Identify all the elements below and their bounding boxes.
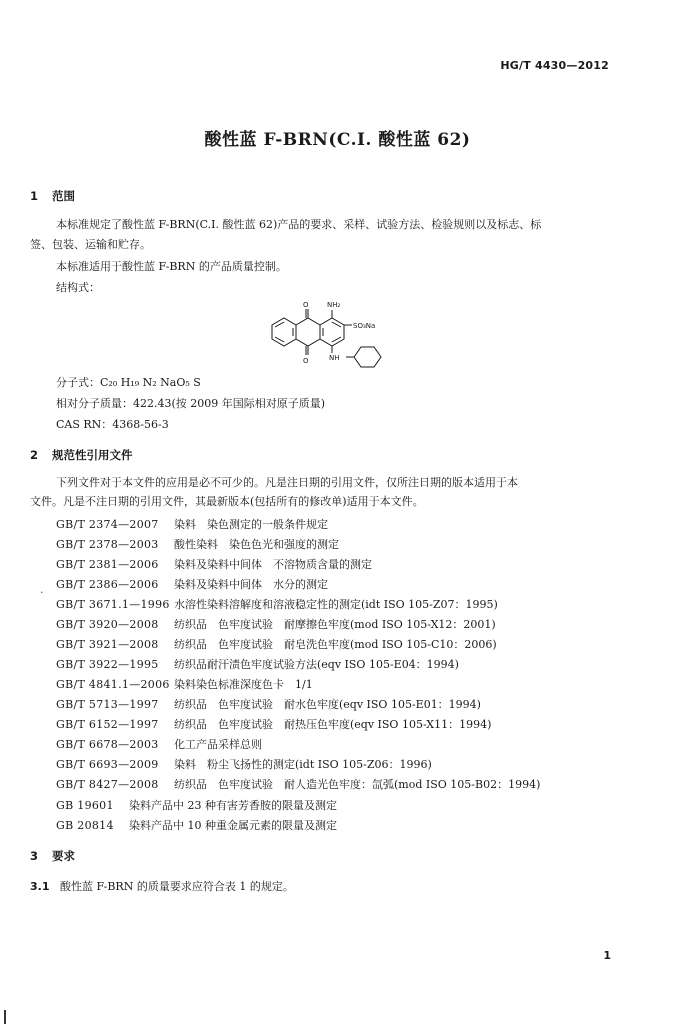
reference-title: 染料及染料中间体 不溶物质含量的测定 [174,558,372,571]
reference-code: GB/T 3922—1995 [56,658,159,671]
section-1-heading [30,188,75,204]
reference-title: 染料产品中 10 种重金属元素的限量及测定 [129,819,337,832]
reference-title: 纺织品 色牢度试验 耐热压色牢度(eqv ISO 105-X11：1994) [174,718,492,731]
references-intro-line-1: 下列文件对于本文件的应用是必不可少的。凡是注日期的引用文件，仅所注日期的版本适用于本 [56,476,518,489]
reference-code: GB 20814 [56,819,114,832]
section-2-title: 规范性引用文件 [52,448,133,462]
stray-mark: . [40,583,44,596]
cyclohexane-ring [354,347,381,367]
quinone-ring [296,318,320,346]
reference-title: 纺织品 色牢度试验 耐人造光色牢度：氙弧(mod ISO 105-B02：1994) [174,778,541,791]
reference-item [56,756,432,772]
reference-code: GB/T 4841.1—2006 [56,678,170,691]
reference-item [56,676,313,692]
scope-applicability: 本标准适用于酸性蓝 F-BRN 的产品质量控制。 [56,260,287,273]
standard-code: HG/T 4430—2012 [500,59,609,72]
reference-code: GB/T 2374—2007 [56,518,159,531]
reference-title: 染料及染料中间体 水分的测定 [174,578,328,591]
section-2-number: 2 [30,448,39,462]
reference-code: GB/T 3920—2008 [56,618,159,631]
section-1-title: 范围 [52,189,75,203]
reference-title: 化工产品采样总则 [174,738,262,751]
requirement-3-1-number: 3.1 [30,880,50,893]
reference-title: 染料染色标准深度色卡 1/1 [174,678,313,691]
requirement-3-1-text: 酸性蓝 F-BRN 的质量要求应符合表 1 的规定。 [60,880,294,893]
section-3-title: 要求 [52,849,75,863]
imino-label: NH [329,354,340,362]
reference-code: GB/T 2381—2006 [56,558,159,571]
page-edge-mark [4,1010,6,1024]
scope-paragraph-line-2: 签、包装、运输和贮存。 [30,238,151,251]
reference-title: 纺织品耐汗渍色牢度试验方法(eqv ISO 105-E04：1994) [174,658,459,671]
references-intro-line-2: 文件。凡是不注日期的引用文件，其最新版本(包括所有的修改单)适用于本文件。 [30,495,424,508]
reference-item [56,576,328,592]
reference-item [56,596,498,612]
oxo-label-top: O [303,301,309,309]
reference-item [56,516,328,532]
structure-label: 结构式： [56,281,100,294]
reference-title: 水溶性染料溶解度和溶液稳定性的测定(idt ISO 105-Z07：1995) [174,598,498,611]
reference-code: GB/T 3921—2008 [56,638,159,651]
reference-code: GB/T 2386—2006 [56,578,159,591]
reference-code: GB/T 8427—2008 [56,778,159,791]
reference-item [56,736,262,752]
reference-title: 纺织品 色牢度试验 耐皂洗色牢度(mod ISO 105-C10：2006) [174,638,497,651]
reference-code: GB/T 6693—2009 [56,758,159,771]
cas-number: CAS RN：4368-56-3 [56,418,169,431]
molecular-formula: 分子式：C₂₀ H₁₉ N₂ NaO₅ S [56,376,201,389]
reference-item [56,797,337,813]
amino-label: NH₂ [327,301,341,309]
reference-code: GB/T 3671.1—1996 [56,598,170,611]
reference-item [56,817,337,833]
reference-title: 染料 粉尘飞扬性的测定(idt ISO 105-Z06：1996) [174,758,432,771]
scope-paragraph-line-1: 本标准规定了酸性蓝 F-BRN(C.I. 酸性蓝 62)产品的要求、采样、试验方法、检验规则以及标志、标 [56,218,542,231]
requirement-3-1 [30,878,294,894]
reference-title: 染料 染色测定的一般条件规定 [174,518,328,531]
reference-item [56,716,491,732]
structural-formula [260,297,390,369]
reference-code: GB/T 6152—1997 [56,718,159,731]
reference-code: GB/T 6678—2003 [56,738,159,751]
reference-title: 酸性染料 染色色光和强度的测定 [174,538,339,551]
reference-title: 纺织品 色牢度试验 耐摩擦色牢度(mod ISO 105-X12：2001) [174,618,496,631]
reference-item [56,556,372,572]
reference-item [56,656,459,672]
section-3-number: 3 [30,849,39,863]
reference-title: 纺织品 色牢度试验 耐水色牢度(eqv ISO 105-E01：1994) [174,698,481,711]
reference-code: GB 19601 [56,799,114,812]
reference-item [56,696,481,712]
page-number: 1 [603,949,611,962]
molecular-mass: 相对分子质量：422.43(按 2009 年国际相对原子质量) [56,397,326,410]
sulfonate-label: SO₃Na [353,322,376,330]
section-1-number: 1 [30,189,39,203]
oxo-label-bottom: O [303,357,309,365]
section-2-heading [30,447,133,463]
reference-code: GB/T 5713—1997 [56,698,159,711]
reference-item [56,536,339,552]
reference-title: 染料产品中 23 种有害芳香胺的限量及测定 [129,799,337,812]
reference-item [56,636,497,652]
reference-item [56,776,540,792]
reference-code: GB/T 2378—2003 [56,538,159,551]
section-3-heading [30,848,75,864]
document-title: 酸性蓝 F-BRN(C.I. 酸性蓝 62) [204,130,471,150]
reference-item [56,616,496,632]
